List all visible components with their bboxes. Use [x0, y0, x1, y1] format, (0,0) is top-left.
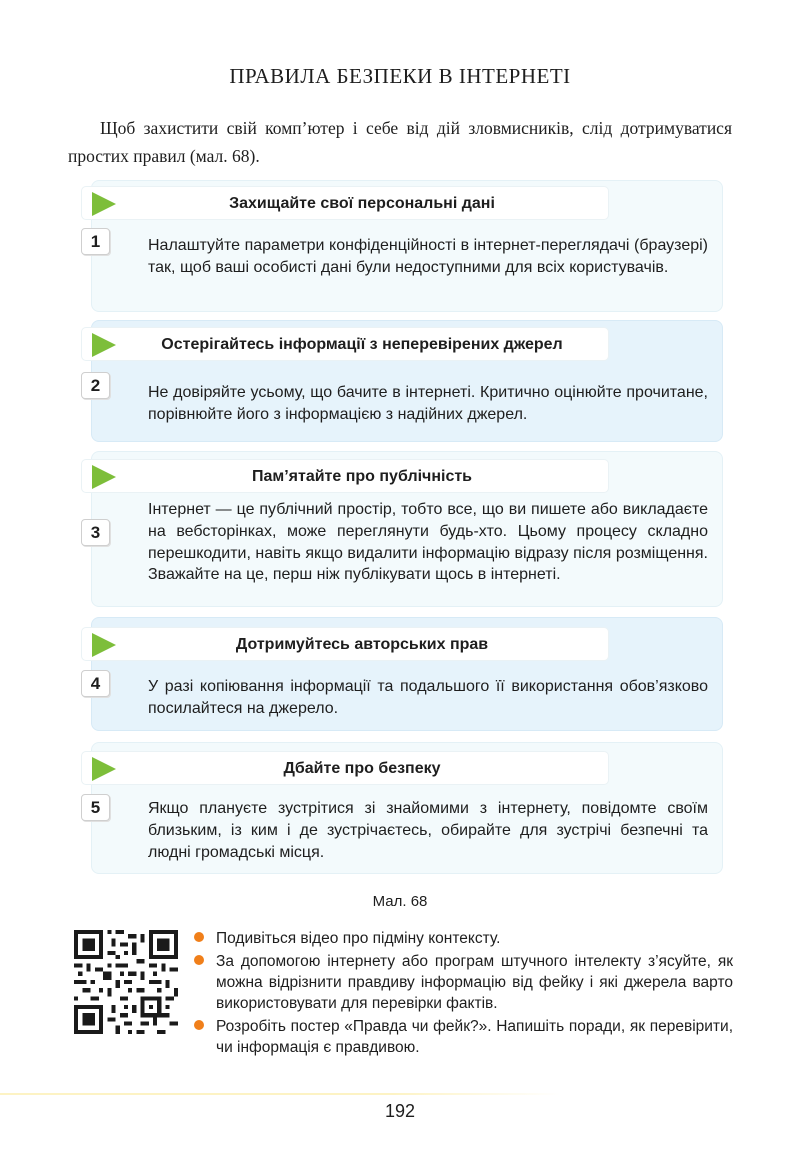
list-item	[190, 928, 733, 949]
rule-number-4: 4	[81, 670, 110, 697]
rule-text-2: Не довіряйте усьому, що бачите в інтернеті. Критично оцінюйте прочитане, порівнюйте його з інформацією з надійних джерел.	[148, 384, 708, 423]
rule-heading-box-5	[81, 751, 609, 785]
task-text-2: За допомогою інтернету або програм штучного інтелекту з’ясуйте, як можна відрізнити правдиву інформацію від фейку і які джерела варто використовувати для перевірки фактів.	[216, 953, 733, 1012]
figure-caption: Мал. 68	[372, 893, 428, 910]
task-list	[190, 928, 733, 1060]
rule-heading-5: Дбайте про безпеку	[283, 760, 441, 777]
bullet-dot-icon	[194, 955, 204, 965]
rule-heading-2: Остерігайтесь інформації з неперевірених джерел	[161, 336, 563, 353]
rule-number-5: 5	[81, 794, 110, 821]
play-triangle-icon	[92, 192, 116, 216]
rule-text-1: Налаштуйте параметри конфіденційності в інтернет-переглядачі (браузері) так, щоб ваші особисті дані були недоступними для всіх користувачів.	[148, 237, 708, 276]
intro-paragraph: Щоб захистити свій комп’ютер і себе від дій зловмисників, слід дотримуватися простих правил (мал. 68).	[68, 118, 732, 166]
rule-number-1: 1	[81, 228, 110, 255]
play-triangle-icon	[92, 633, 116, 657]
rule-heading-1: Захищайте свої персональні дані	[229, 195, 495, 212]
rule-heading-box-2	[81, 327, 609, 361]
qr-code-icon[interactable]	[74, 930, 178, 1034]
rule-heading-4: Дотримуйтесь авторських прав	[235, 636, 489, 653]
rule-heading-3: Пам’ятайте про публічність	[251, 468, 473, 485]
rule-heading-box-1	[81, 186, 609, 220]
task-text-3: Розробіть постер «Правда чи фейк?». Напишіть поради, як перевірити, чи інформація є правдивою.	[216, 1018, 733, 1056]
task-text-1: Подивіться відео про підміну контексту.	[216, 930, 501, 947]
bullet-dot-icon	[194, 932, 204, 942]
list-item	[190, 951, 733, 1014]
play-triangle-icon	[92, 465, 116, 489]
rule-number-2: 2	[81, 372, 110, 399]
rule-text-4: У разі копіювання інформації та подальшого її використання обов’язково посилайтеся на джерело.	[148, 678, 708, 717]
rule-text-3: Інтернет — це публічний простір, тобто все, що ви пишете або викладаєте на вебсторінках, може переглянути будь-хто. Цьому процесу складно перешкодити, навіть якщо видалити інформацію відразу після розміщення. Зважайте на це, перш ніж публікувати щось в інтернеті.	[148, 501, 708, 584]
play-triangle-icon	[92, 757, 116, 781]
rule-heading-box-3	[81, 459, 609, 493]
list-item	[190, 1016, 733, 1058]
footer-divider	[0, 1093, 560, 1095]
page-title: ПРАВИЛА БЕЗПЕКИ В ІНТЕРНЕТІ	[229, 64, 571, 88]
play-triangle-icon	[92, 333, 116, 357]
rule-number-3: 3	[81, 519, 110, 546]
page-number: 192	[384, 1101, 416, 1121]
bullet-dot-icon	[194, 1020, 204, 1030]
rule-text-5: Якщо плануєте зустрітися зі знайомими з інтернету, повідомте своїм близьким, із ким і де зустрічаєтесь, обирайте для зустрічі безпечні та людні громадські місця.	[148, 800, 708, 861]
rule-heading-box-4	[81, 627, 609, 661]
